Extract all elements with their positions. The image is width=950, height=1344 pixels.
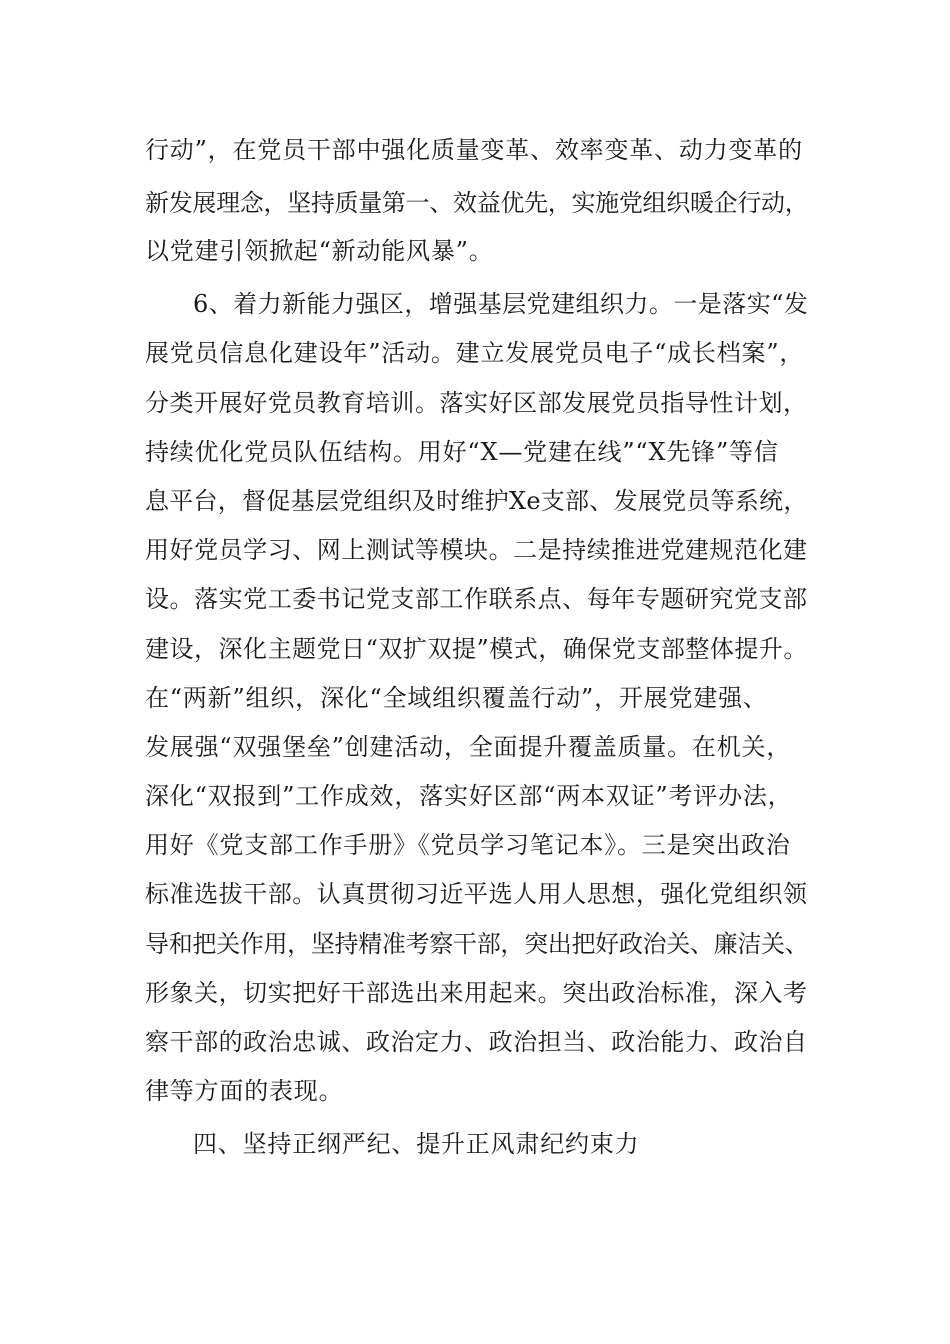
text-line: 建设，深化主题党日“双扩双提”模式，确保党支部整体提升。 (145, 635, 808, 663)
text-line: 设。落实党工委书记党支部工作联系点、每年专题研究党支部 (145, 585, 808, 613)
text-line: 律等方面的表现。 (145, 1077, 344, 1105)
text-line: 以党建引领掀起“新动能风暴”。 (145, 237, 494, 265)
text-line: 用好党员学习、网上测试等模块。二是持续推进党建规范化建 (145, 536, 808, 564)
text-line: 在“两新”组织，深化“全域组织覆盖行动”，开展党建强、 (145, 684, 768, 712)
text-line: 持续优化党员队伍结构。用好“X—党建在线”“X先锋”等信 (145, 438, 779, 466)
text-line: 新发展理念，坚持质量第一、效益优先，实施党组织暖企行动， (145, 189, 809, 217)
text-line: 深化“双报到”工作成效，落实好区部“两本双证”考评办法， (145, 782, 793, 810)
text-line: 察干部的政治忠诚、政治定力、政治担当、政治能力、政治自 (145, 1028, 808, 1056)
text-line: 形象关，切实把好干部选出来用起来。突出政治标准，深入考 (145, 979, 808, 1007)
text-line: 分类开展好党员教育培训。落实好区部发展党员指导性计划， (145, 389, 808, 417)
text-line: 展党员信息化建设年”活动。建立发展党员电子“成长档案”， (145, 339, 805, 367)
text-line: 息平台，督促基层党组织及时维护Xe支部、发展党员等系统， (145, 487, 808, 515)
section-heading: 四、坚持正纲严纪、提升正风肃纪约束力 (193, 1130, 640, 1158)
text-line: 6、着力新能力强区，增强基层党建组织力。一是落实“发 (193, 290, 809, 318)
text-line: 发展强“双强堡垒”创建活动，全面提升覆盖质量。在机关， (145, 733, 792, 761)
text-line: 用好《党支部工作手册》《党员学习笔记本》。三是突出政治 (145, 831, 791, 859)
text-line: 行动”，在党员干部中强化质量变革、效率变革、动力变革的 (145, 136, 803, 164)
text-line: 标准选拔干部。认真贯彻习近平选人用人思想，强化党组织领 (145, 880, 808, 908)
text-line: 导和把关作用，坚持精准考察干部，突出把好政治关、廉洁关、 (145, 930, 809, 958)
